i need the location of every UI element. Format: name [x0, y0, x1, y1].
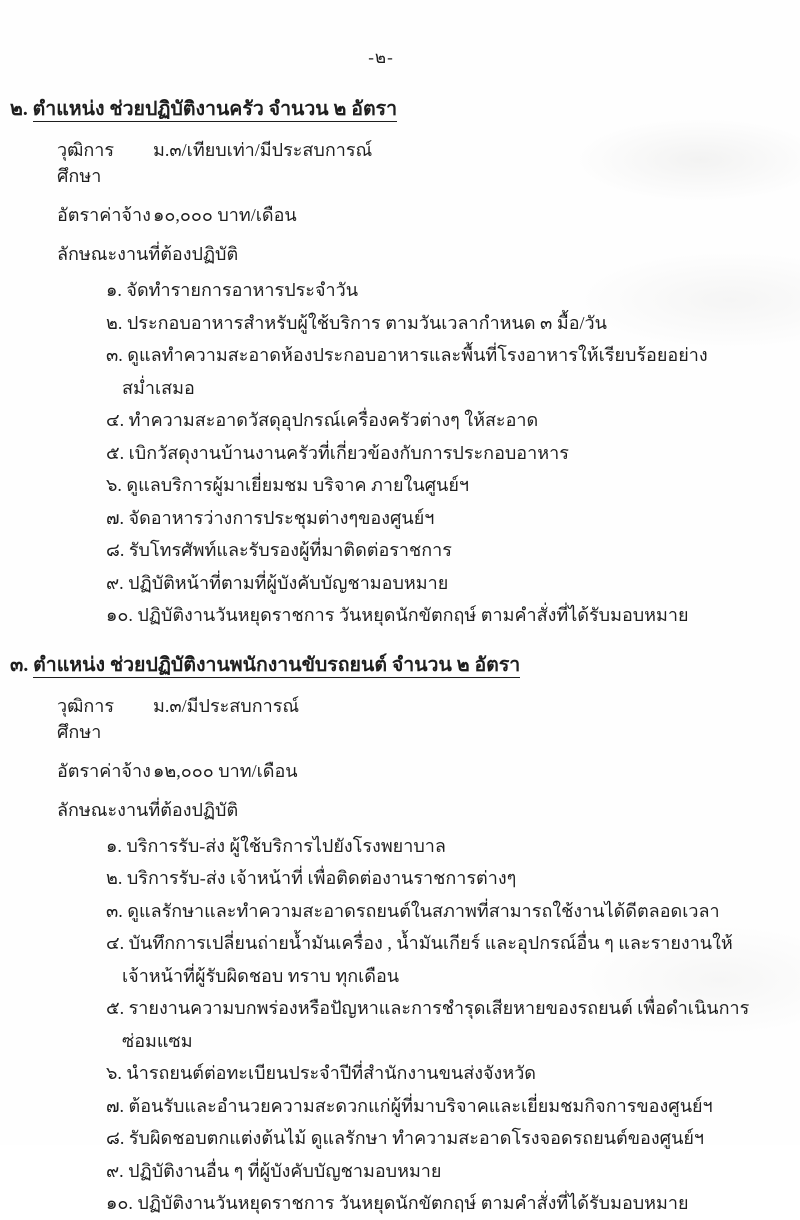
duty-item: ๙. ปฏิบัติงานอื่น ๆ ที่ผู้บังคับบัญชามอบหมาย	[106, 1160, 442, 1181]
duty-item: ๓. ดูแลรักษาและทำความสะอาดรถยนต์ในสภาพที่สามารถใช้งานได้ดีตลอดเวลา	[106, 900, 720, 921]
duty-item: ๑. บริการรับ-ส่ง ผู้ใช้บริการไปยังโรงพยาบาล	[106, 835, 446, 856]
duty-item: ๙. ปฏิบัติหน้าที่ตามที่ผู้บังคับบัญชามอบหมาย	[106, 572, 449, 593]
duty-item: ๑๐. ปฏิบัติงานวันหยุดราชการ วันหยุดนักขัตกฤษ์ ตามคำสั่งที่ได้รับมอบหมาย	[106, 1193, 689, 1213]
section-title: ตำแหน่ง ช่วยปฏิบัติงานครัว จำนวน ๒ อัตรา	[32, 99, 398, 120]
page-number: -๒-	[368, 48, 394, 67]
duty-item: ๘. รับผิดชอบตกแต่งต้นไม้ ดูแลรักษา ทำความสะอาดโรงจอดรถยนต์ของศูนย์ฯ	[106, 1128, 705, 1148]
duty-item: ๕. เบิกวัสดุงานบ้านงานครัวที่เกี่ยวข้องกับการประกอบอาหาร	[106, 442, 569, 463]
duties-label: ลักษณะงานที่ต้องปฏิบัติ	[57, 244, 239, 264]
wage-label: อัตราค่าจ้าง	[57, 760, 151, 781]
duty-item: ๕. รายงานความบกพร่องหรือปัญหาและการชำรุดเสียหายของรถยนต์ เพื่อดำเนินการซ่อมแซม	[106, 998, 750, 1051]
duty-item: ๘. รับโทรศัพท์และรับรองผู้ที่มาติดต่อราชการ	[106, 540, 452, 560]
duty-item: ๒. บริการรับ-ส่ง เจ้าหน้าที่ เพื่อติดต่องานราชการต่างๆ	[106, 868, 517, 888]
wage-value: ๑๒,๐๐๐ บาท/เดือน	[153, 760, 298, 781]
education-row	[57, 693, 752, 745]
section-number: ๒.	[10, 99, 28, 120]
duty-item: ๔. บันทึกการเปลี่ยนถ่ายน้ำมันเครื่อง , น้ำมันเกียร์ และอุปกรณ์อื่น ๆ และรายงานให้เจ้าหน้าที่ผู้รับผิดชอบ ทราบ ทุกเดือน	[106, 933, 733, 986]
education-value: ม.๓/เทียบเท่า/มีประสบการณ์	[153, 140, 373, 160]
wage-row	[57, 202, 752, 228]
wage-value: ๑๐,๐๐๐ บาท/เดือน	[153, 205, 297, 225]
section-kitchen-position	[10, 96, 752, 632]
duty-item: ๔. ทำความสะอาดวัสดุอุปกรณ์เครื่องครัวต่างๆ ให้สะอาด	[106, 410, 539, 430]
duty-item: ๖. ดูแลบริการผู้มาเยี่ยมชม บริจาค ภายในศูนย์ฯ	[106, 475, 470, 495]
section-heading-driver	[10, 652, 752, 680]
duty-item: ๖. นำรถยนต์ต่อทะเบียนประจำปีที่สำนักงานขนส่งจังหวัด	[106, 1063, 536, 1083]
duty-item: ๑๐. ปฏิบัติงานวันหยุดราชการ วันหยุดนักขัตกฤษ์ ตามคำสั่งที่ได้รับมอบหมาย	[106, 605, 689, 625]
education-row	[57, 137, 752, 189]
duty-item: ๓. ดูแลทำความสะอาดห้องประกอบอาหารและพื้นที่โรงอาหารให้เรียบร้อยอย่างสม่ำเสมอ	[106, 345, 708, 398]
duties-list	[10, 830, 752, 1220]
section-heading-kitchen	[10, 96, 752, 124]
duty-item: ๗. จัดอาหารว่างการประชุมต่างๆของศูนย์ฯ	[106, 507, 435, 528]
duty-item: ๑. จัดทำรายการอาหารประจำวัน	[106, 280, 359, 300]
duty-item: ๗. ต้อนรับและอำนวยความสะดวกแก่ผู้ที่มาบริจาคและเยี่ยมชมกิจการของศูนย์ฯ	[106, 1095, 713, 1116]
duties-label: ลักษณะงานที่ต้องปฏิบัติ	[57, 799, 239, 820]
education-label: วุฒิการศึกษา	[57, 140, 115, 186]
section-number: ๓.	[10, 654, 29, 676]
wage-row	[57, 758, 752, 784]
duty-item: ๒. ประกอบอาหารสำหรับผู้ใช้บริการ ตามวันเวลากำหนด ๓ มื้อ/วัน	[106, 312, 607, 333]
wage-label: อัตราค่าจ้าง	[57, 205, 151, 225]
section-title: ตำแหน่ง ช่วยปฏิบัติงานพนักงานขับรถยนต์ จำนวน ๒ อัตรา	[33, 654, 521, 676]
education-value: ม.๓/มีประสบการณ์	[153, 695, 300, 716]
section-driver-position	[10, 652, 752, 1220]
duties-list	[10, 274, 752, 632]
education-label: วุฒิการศึกษา	[57, 695, 115, 742]
